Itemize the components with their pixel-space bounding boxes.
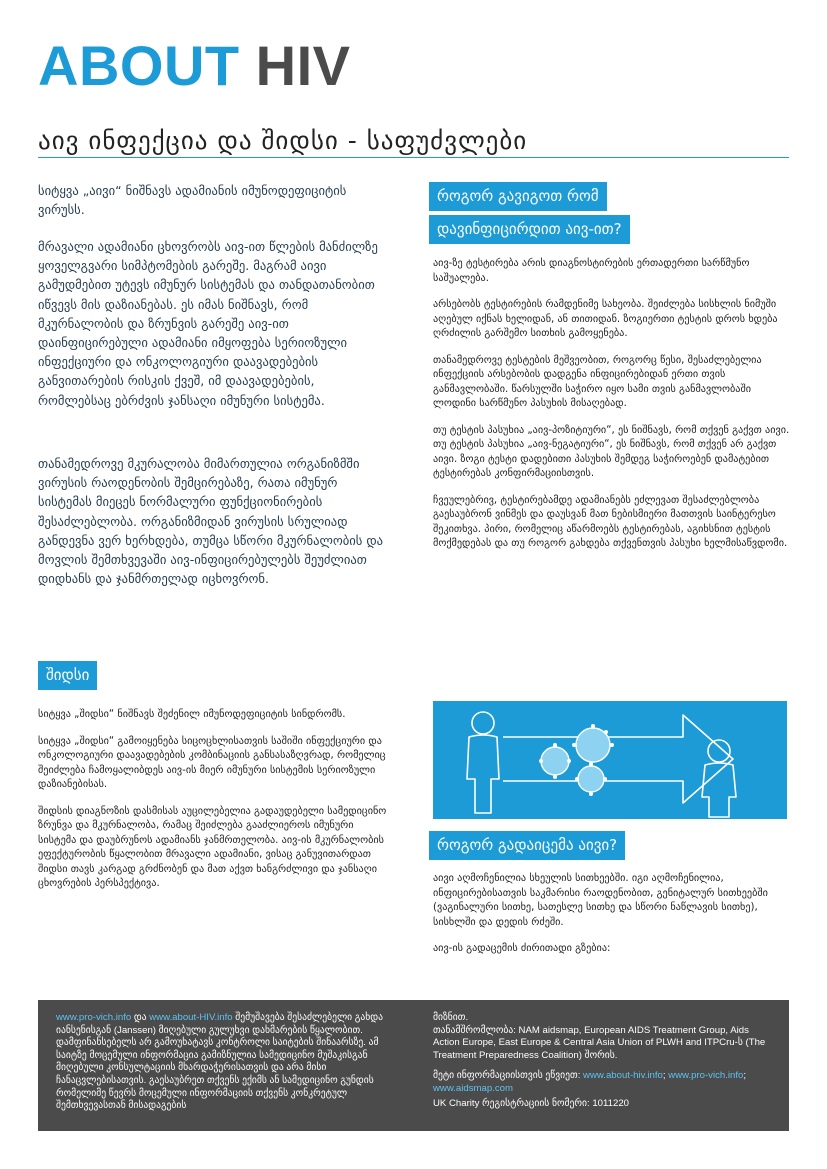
footer-link-about-hiv-2[interactable]: www.about-hiv.info xyxy=(583,1070,663,1082)
transmission-illustration xyxy=(433,701,787,819)
testing-paragraph-2: არსებობს ტესტირების რამდენიმე სახეობა. შეიძლება სისხლის ნიმუში აღებულ იქნას ხელიდან, ან თითიდან. ზოგიერთი ტესტის დროს ხდება ღრძილის გარშემო სითხის გამოყენება. xyxy=(433,299,778,339)
transmission-paragraph-1: აივი აღმოჩენილია სხეულის სითხეებში. იგი აღმოჩენილია, ინფიცირებისათვის საკმარისი რაოდენობით, გენიტალურ სითხეებში (ვაგინალური სითხე, სათესლე სითხე და სწორი ნაწლავის სითხე), სისხლში და დედის რძეში. xyxy=(433,873,768,928)
testing-heading-line2: დავინფიცირდით აივ-ით? xyxy=(429,215,630,244)
testing-paragraph-3: თანამედროვე ტესტების მეშვეობით, როგორც წესი, შესაძლებელია ინფექციის არსებობის დადგენა ინფიცირებიდან ერთი თვის განმავლობაში. წარსულში საჭირო იყო სამი თვის განმავლობაში ლოდინი სარწმუნო პასუხის მისაღებად. xyxy=(433,354,762,409)
lead-paragraph-1: სიტყვა „აივი“ ნიშნავს ადამიანის იმუნოდეფიციტის ვირუსს. xyxy=(38,183,347,218)
testing-section xyxy=(433,257,791,564)
footer-link-pro-vich-2[interactable]: www.pro-vich.info xyxy=(668,1070,744,1082)
footer-more-info: მეტი ინფორმაციისთვის ეწვიეთ: www.about-hiv.info; www.pro-vich.info; www.aidsmap.com xyxy=(433,1070,747,1094)
person-left-body-icon xyxy=(467,735,499,813)
footer-link-about-hiv[interactable]: www.about-HIV.info xyxy=(149,1012,233,1023)
footer-charity: UK Charity რეგისტრაციის ნომერი: 1011220 xyxy=(433,1097,629,1109)
transfer-arrow-icon xyxy=(503,715,733,803)
footer-more-info-label: მეტი ინფორმაციისთვის ეწვიეთ: xyxy=(433,1070,581,1082)
testing-paragraph-1: აივ-ზე ტესტირება არის დიაგნოსტირების ერთადერთი სარწმუნო საშუალება. xyxy=(433,258,750,284)
testing-paragraph-4: თუ ტესტის პასუხია „აივ-პოზიტიური“, ეს ნიშნავს, რომ თქვენ გაქვთ აივი. თუ ტესტის პასუხია „აივ-ნეგატიური“, ეს ნიშნავს, რომ თქვენ არ გაქვთ აივი. ზოგი ტესტი დადებითი პასუხის შემდეგ საჭიროებენ დამატებით ტესტირებას კონფირმაციისთვის. xyxy=(433,424,790,479)
testing-heading-line1: როგორ გავიგოთ რომ xyxy=(429,182,607,211)
aids-section xyxy=(38,708,393,904)
footer-and: და xyxy=(133,1012,147,1023)
aids-paragraph-1: სიტყვა „შიდსი“ ნიშნავს შეძენილ იმუნოდეფიციტის სინდრომს. xyxy=(38,709,346,720)
transmission-section xyxy=(433,872,791,969)
person-left-icon xyxy=(472,712,494,734)
footer-link-aidsmap[interactable]: www.aidsmap.com xyxy=(433,1082,513,1094)
footer-disclaimer: შემუშავება შესაძლებელი გახდა იანსენისგან (Janssen) მიღებული გულუხვი დახმარების წყალობით. დამფინანსებელს არ გამოუხატავს კონტროლი საიტების შინაარსზე. ამ საიტზე მოცემული ინფორმაცია გამიზნულია სამედიცინო მუშაკისგან მიღებული კონსულტაციის მხარდაჭერისათვის და არა მისი ჩანაცვლებისათვის. გაესაუბრეთ თქვენს ექიმს ან სამედიცინო გუნდის რომელიმე წევრს მოცემული ინფორმაციის თქვენს კონკრეტულ შემთხვევასთან მისადაგების xyxy=(56,1012,383,1112)
person-right-icon xyxy=(708,740,730,762)
title-about: ABOUT xyxy=(38,34,240,97)
footer xyxy=(38,1000,789,1131)
transmission-illustration-svg xyxy=(433,701,787,819)
footer-link-pro-vich[interactable]: www.pro-vich.info xyxy=(56,1012,132,1023)
footer-right xyxy=(433,1012,773,1118)
aids-paragraph-3: შიდსის დიაგნოზის დასმისას აუცილებელია გადაუდებელი სამედიცინო ზრუნვა და მკურნალობა, რამაც შეიძლება გააძლიეროს იმუნური სისტემა და დაუბრუნოს ადამიანს ჯანმრთელობა. აივ-ის მკურნალობის ეფექტურობის წყალობით მრავალი ადამიანი, ვისაც განუვითარდათ შიდსი თავს კარგად გრძნობენ და მათ აქვთ ხანგრძლივი და ჯანსაღი ცხოვრების პერსპექტივა. xyxy=(38,805,387,889)
footer-partners: თანამშრომლობა: NAM aidsmap, European AIDS Treatment Group, Aids Action Europe, East Europe & Central Asia Union of PLWH and ITPCru-ს (The Treatment Preparedness Coalition) შორის. xyxy=(433,1024,766,1061)
testing-paragraph-5: ჩვეულებრივ, ტესტირებამდე ადამიანებს ეძლევათ შესაძლებლობა გაესაუბრონ ვინმეს და დაუსვან მათ ნებისმიერი მათთვის საინტერესო შეკითხვა. პირი, რომელიც აწარმოებს ტესტირებას, აგიხსნით ტესტის მოქმედებას და თუ როგორ გახდება თქვენთვის პასუხი ხელმისაწვდომი. xyxy=(433,494,788,549)
aids-paragraph-2: სიტყვა „შიდსი“ გამოიყენება სიცოცხლისათვის საშიში ინფექციური და ონკოლოგიური დაავადებების კომბინაციის განსასაზღვრად, რომელიც შეიძლება ჩამოყალიბდეს აივ-ის მიერ იმუნური სისტემის სერიოზული დაზიანებისას. xyxy=(38,735,386,790)
transmission-heading: როგორ გადაიცემა აივი? xyxy=(429,831,625,860)
footer-left xyxy=(56,1012,406,1113)
page-title xyxy=(38,34,351,97)
lead-paragraph-2: მრავალი ადამიანი ცხოვრობს აივ-ით წლების მანძილზე ყოველგვარი სიმპტომების გარეშე. მაგრამ აივი გამუდმებით უტევს იმუნურ სისტემას და თანდათანობით იწვევს მის დაზიანებას. ეს იმას ნიშნავს, რომ მკურნალობის და ზრუნვის გარეშე აივ-ით დაინფიცირებული ადამიანი იმყოფება სერიოზული ინფექციური და ონკოლოგიური დაავადებების განვითარების რისკის ქვეშ, იმ დაავადებების, რომლებსაც ებრძვის ჯანსაღი იმუნური სისტემა. xyxy=(38,239,378,408)
footer-disclaimer-end: მიზნით. xyxy=(433,1012,469,1023)
title-divider xyxy=(38,157,789,158)
lead-paragraph-3: თანამედროვე მკურალობა მიმართულია ორგანიზმში ვირუსის რაოდენობის შემცირებაზე, რათა იმუნურ სისტემას მიეცეს ნორმალური ფუნქციონირების შესაძლებლობა. ორგანიზმიდან ვირუსის სრულიად განდევნა ვერ ხერხდება, თუმცა სწორი მკურნალობის და მოვლის შემთხვევაში აივ-ინფიცირებულებს შეუძლიათ დიდხანს და ჯანმრთელად იცხოვრონ. xyxy=(38,456,384,587)
aids-heading: შიდსი xyxy=(38,661,97,690)
title-hiv: HIV xyxy=(255,34,351,97)
transmission-paragraph-2: აივ-ის გადაცემის ძირითადი გზებია: xyxy=(433,943,611,954)
page-subtitle: აივ ინფექცია და შიდსი - საფუძვლები xyxy=(38,126,528,155)
